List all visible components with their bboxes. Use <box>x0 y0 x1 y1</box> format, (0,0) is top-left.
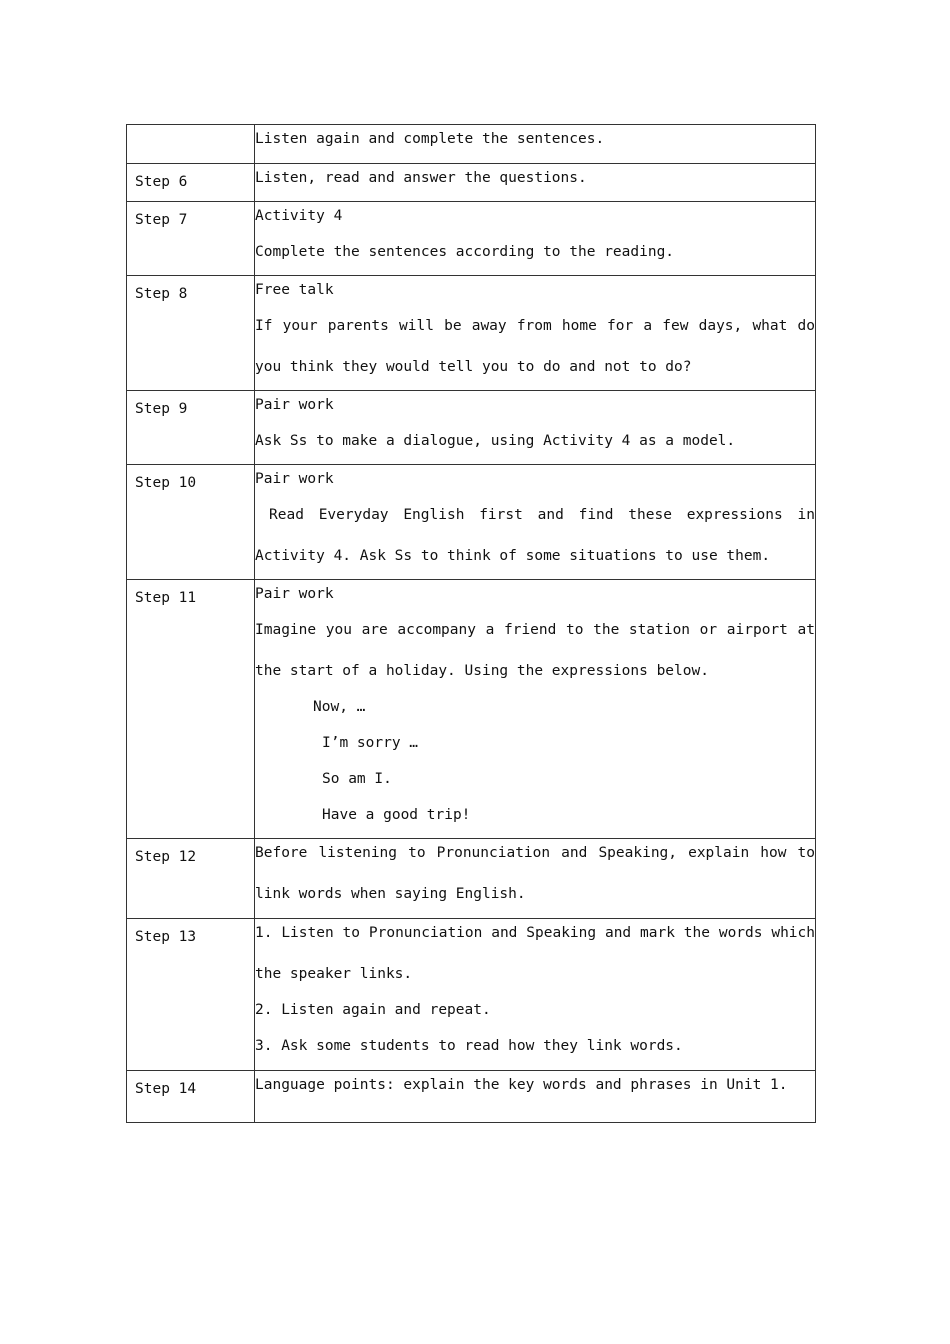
step-cell <box>127 391 255 465</box>
step-label: Step 8 <box>135 286 188 302</box>
content-line: Free talk <box>255 282 334 298</box>
table-row <box>127 919 816 1071</box>
content-cell <box>255 202 816 276</box>
step-cell <box>127 164 255 202</box>
content-cell <box>255 276 816 391</box>
step-cell <box>127 125 255 164</box>
content-line: Complete the sentences according to the reading. <box>255 244 675 260</box>
step-label: Step 11 <box>135 590 197 606</box>
content-cell <box>255 839 816 919</box>
content-line: Imagine you are accompany a friend to the station or airport at <box>255 622 815 638</box>
content-line: you think they would tell you to do and not to do? <box>255 359 692 375</box>
content-line: Listen, read and answer the questions. <box>255 170 587 186</box>
expression-line: So am I. <box>322 771 392 787</box>
step-label: Step 7 <box>135 212 188 228</box>
step-label: Step 10 <box>135 475 197 491</box>
lesson-steps-table <box>126 124 816 1123</box>
step-label <box>127 125 254 129</box>
content-cell <box>255 391 816 465</box>
table-row <box>127 276 816 391</box>
content-cell <box>255 125 816 164</box>
content-line: 2. Listen again and repeat. <box>255 1002 491 1018</box>
step-cell <box>127 202 255 276</box>
table-row <box>127 391 816 465</box>
content-cell <box>255 465 816 580</box>
step-cell <box>127 1071 255 1123</box>
expression-line: Have a good trip! <box>322 807 471 823</box>
content-line: If your parents will be away from home for a few days, what do <box>255 318 815 334</box>
content-cell <box>255 919 816 1071</box>
table-row <box>127 1071 816 1123</box>
table-row <box>127 125 816 164</box>
content-cell <box>255 580 816 839</box>
content-line: 1. Listen to Pronunciation and Speaking and mark the words which <box>255 925 815 941</box>
content-cell <box>255 164 816 202</box>
step-cell <box>127 465 255 580</box>
step-label: Step 9 <box>135 401 188 417</box>
expression-line: I’m sorry … <box>322 735 419 751</box>
content-line: Pair work <box>255 586 334 602</box>
content-line: link words when saying English. <box>255 886 526 902</box>
step-cell <box>127 276 255 391</box>
table-row <box>127 202 816 276</box>
step-cell <box>127 919 255 1071</box>
content-line: Activity 4. Ask Ss to think of some situations to use them. <box>255 548 771 564</box>
content-line: the speaker links. <box>255 966 413 982</box>
step-cell <box>127 839 255 919</box>
content-line: Pair work <box>255 471 334 487</box>
content-line: Listen again and complete the sentences. <box>255 131 605 147</box>
content-line: the start of a holiday. Using the expressions below. <box>255 663 709 679</box>
step-label: Step 14 <box>135 1081 197 1097</box>
content-line: Pair work <box>255 397 334 413</box>
content-line: Language points: explain the key words and phrases in Unit 1. <box>255 1077 788 1093</box>
step-label: Step 13 <box>135 929 197 945</box>
step-label: Step 6 <box>135 174 188 190</box>
table-row <box>127 164 816 202</box>
table-row <box>127 465 816 580</box>
content-line: Before listening to Pronunciation and Speaking, explain how to <box>255 845 815 861</box>
table-row <box>127 580 816 839</box>
content-line: Activity 4 <box>255 208 343 224</box>
content-line: 3. Ask some students to read how they link words. <box>255 1038 683 1054</box>
content-line: Read Everyday English first and find these expressions in <box>269 507 815 523</box>
table-row <box>127 839 816 919</box>
step-cell <box>127 580 255 839</box>
expression-line: Now, … <box>313 699 366 715</box>
step-label: Step 12 <box>135 849 197 865</box>
content-cell <box>255 1071 816 1123</box>
content-line: Ask Ss to make a dialogue, using Activity 4 as a model. <box>255 433 736 449</box>
